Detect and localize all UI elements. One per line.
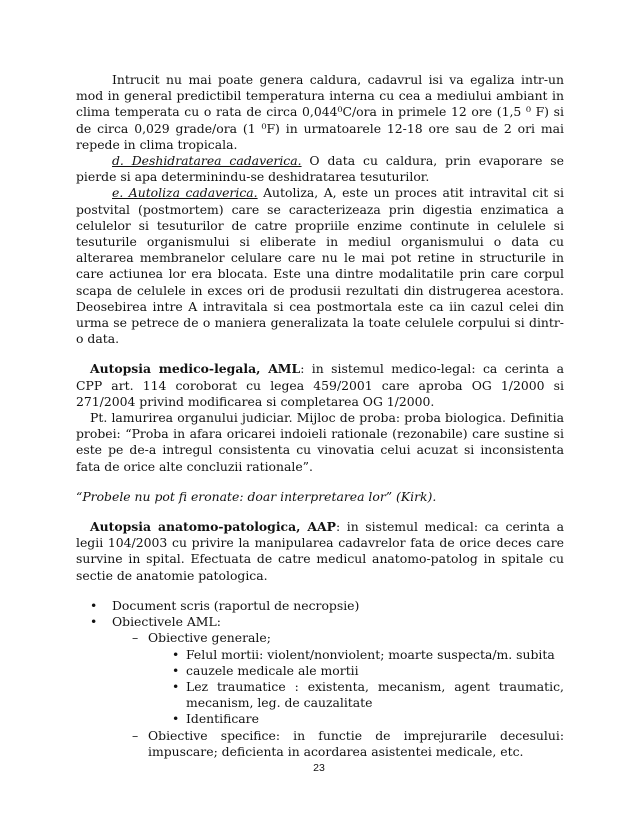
aml-objectives-sublist xyxy=(112,630,564,760)
list-item: • cauzele medicale ale mortii xyxy=(172,662,359,678)
general-objectives-list xyxy=(148,647,564,728)
dash-marker: – xyxy=(132,727,139,743)
bullet-marker: • xyxy=(172,711,180,727)
dehydration-text: O data cu caldura, prin evaporare se pierde si apa determinindu-se deshidratarea tesuturilor. xyxy=(76,153,565,185)
list-item: – Obiective specifice: in functie de imprejurarile decesului: impuscare; deficienta in acordarea asistentei medicale, etc. xyxy=(132,727,564,759)
paragraph-aml-proof: Pt. lamurirea organului judiciar. Mijloc de proba: proba biologica. Definitia probei: “Proba in afara oricarei indoieli rationale (rezonabile) care sustine si este pe de-a intregul consistenta cu vinovatia celui acuzat si inconsistenta fata de orice alte concluzii rationale”. xyxy=(76,410,564,474)
dash-marker: – xyxy=(132,630,139,646)
aap-heading: Autopsia anatomo-patologica, AAP xyxy=(90,519,336,535)
page-number: 23 xyxy=(313,762,325,774)
aml-text: : in sistemul medico-legal: ca cerinta a CPP art. 114 coroborat cu legea 459/2001 care aproba OG 1/2000 si 271/2004 privind modificarea si completarea OG 1/2000. xyxy=(76,361,564,409)
paragraph-temperature: Intrucit nu mai poate genera caldura, cadavrul isi va egaliza intr-un mod in general predictibil temperatura interna cu cea a mediului ambiant in clima temperata cu o rata de circa 0,044⁰C/ora in primele 12 ore (1,5 ⁰ F) si de circa 0,029 grade/ora (1 ⁰F) in urmatoarele 12-18 ore sau de 2 ori mai repede in clima tropicala. xyxy=(76,72,564,152)
page-content xyxy=(76,72,564,760)
autolysis-heading: e. Autoliza cadaverica. xyxy=(112,185,258,201)
kirk-quote: “Probele nu pot fi eronate: doar interpretarea lor” (Kirk). xyxy=(76,488,437,504)
paragraph-aap xyxy=(76,519,564,584)
paragraph-autolysis xyxy=(76,185,564,347)
bullet-marker: • xyxy=(172,646,180,662)
list-item: • Identificare xyxy=(172,711,259,727)
list-item: • Felul mortii: violent/nonviolent; moarte suspecta/m. subita xyxy=(172,646,555,662)
bullet-marker: • xyxy=(172,678,180,694)
aap-text: : in sistemul medical: ca cerinta a legii 104/2003 cu privire la manipularea cadavrelor fata de orice deces care survine in spital. Efectuata de catre medicul anatomo-patolog in spitale cu sectie de anatomie patologica. xyxy=(76,519,565,583)
bullet-marker: • xyxy=(90,597,98,613)
aml-heading: Autopsia medico-legala, AML xyxy=(90,361,301,377)
list-item: • Lez traumatice : existenta, mecanism, agent traumatic, mecanism, leg. de cauzalitate xyxy=(172,678,564,711)
bullet-marker: • xyxy=(90,614,98,630)
list-item: • Obiectivele AML: – Obiective generale; • Felul mortii: violent/nonviolent; moarte suspecta/m. subita • cauzele medicale ale mortii • Lez traumatice : existenta, mecanism, agent traumatic, mecanism, leg. de cauzalitate • Identificare – Obiective specifice: in functie de imprejurarile decesului: impuscare; deficienta in acordarea asistentei medicale, etc. xyxy=(90,614,564,759)
objectives-list xyxy=(76,598,564,760)
paragraph-dehydration xyxy=(76,153,564,185)
paragraph-aml xyxy=(76,361,564,410)
list-item: • Document scris (raportul de necropsie) xyxy=(90,597,360,613)
dehydration-heading: d. Deshidratarea cadaverica. xyxy=(112,153,302,169)
autolysis-text: Autoliza, A, este un proces atit intravital cit si postvital (postmortem) care se caracterizeaza prin digestia enzimatica a celulelor si tesuturilor de catre propriile enzime continute in celulele si tesuturile organismului si eliberate in mediul organismului o data cu alterarea membranelor celulare care nu le mai pot retine in structurile in care actiunea lor era blocata. Este una dintre modalitatile prin care corpul scapa de celulele in exces ori de produsii rezultati din distrugerea acestora. Deosebirea intre A intravitala si cea postmortala este ca iin cazul celei din urma se petrece de o maniera generalizata la toate celulele corpului si dintr-o data. xyxy=(76,185,564,347)
bullet-marker: • xyxy=(172,662,180,678)
list-item: – Obiective generale; • Felul mortii: violent/nonviolent; moarte suspecta/m. subita • cauzele medicale ale mortii • Lez traumatice : existenta, mecanism, agent traumatic, mecanism, leg. de cauzalitate • Identificare xyxy=(132,630,564,727)
